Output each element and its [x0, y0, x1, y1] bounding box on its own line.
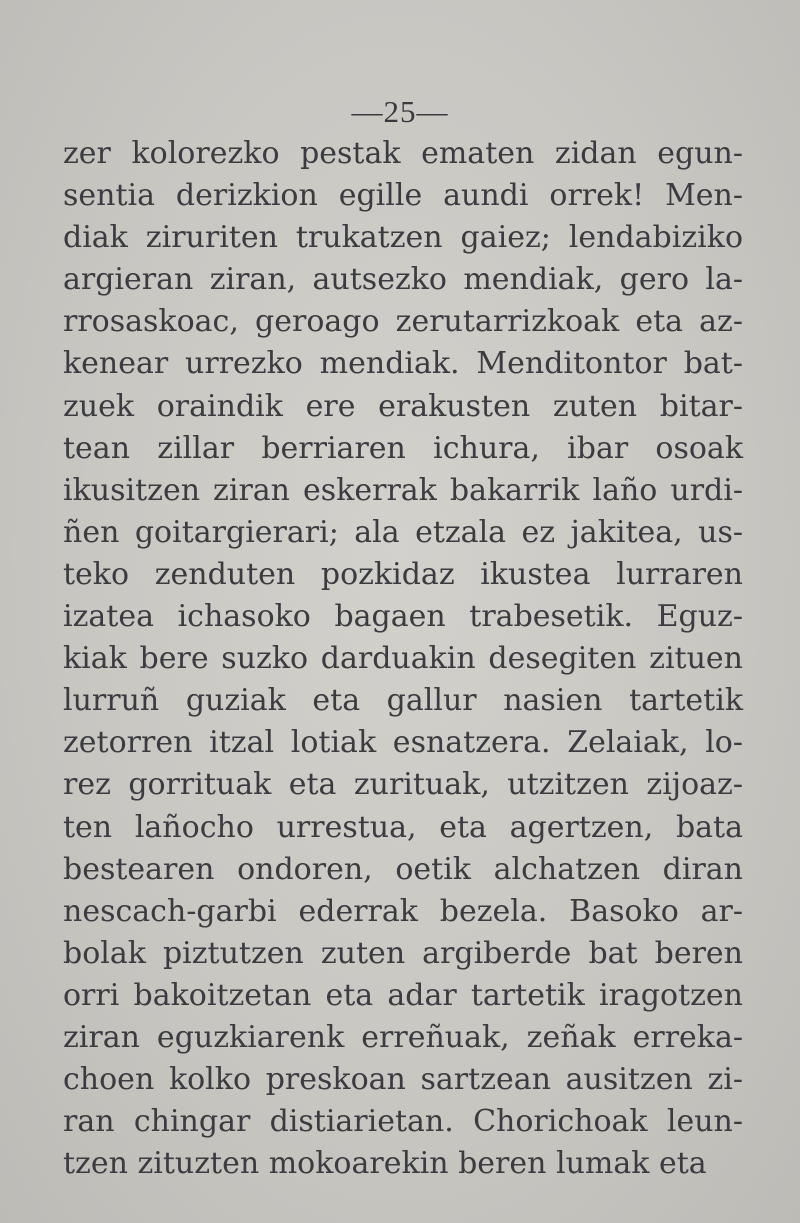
text-line: kenear urrezko mendiak. Menditontor bat-: [63, 346, 743, 382]
text-line: zuek oraindik ere erakusten zuten bitar-: [63, 388, 743, 424]
text-line: teko zenduten pozkidaz ikustea lurraren: [63, 556, 743, 592]
text-line: ran chingar distiarietan. Chorichoak leun-: [63, 1104, 743, 1140]
text-line: rrosaskoac, geroago zerutarrizkoak eta az-: [63, 304, 743, 340]
page-number: —25—: [351, 94, 449, 129]
text-line: tean zillar berriaren ichura, ibar osoak: [63, 430, 743, 466]
text-line: bestearen ondoren, oetik alchatzen diran: [63, 851, 743, 887]
text-line: rez gorrituak eta zurituak, utzitzen zijoaz-: [63, 767, 743, 803]
text-line: ikusitzen ziran eskerrak bakarrik laño urdi-: [63, 472, 743, 508]
body-text: [63, 133, 743, 1185]
text-line: zetorren itzal lotiak esnatzera. Zelaiak, lo-: [63, 725, 743, 761]
text-line: ten lañocho urrestua, eta agertzen, bata: [63, 809, 743, 845]
text-line: argieran ziran, autsezko mendiak, gero la-: [63, 262, 743, 298]
text-line: nescach-garbi ederrak bezela. Basoko ar-: [63, 893, 743, 929]
text-line: ñen goitargierari; ala etzala ez jakitea, us-: [63, 514, 743, 550]
text-line: lurruñ guziak eta gallur nasien tartetik: [63, 683, 743, 719]
text-line: diak ziruriten trukatzen gaiez; lendabiziko: [63, 220, 743, 256]
text-line: sentia derizkion egille aundi orrek! Men-: [63, 178, 743, 214]
text-line: kiak bere suzko darduakin desegiten zituen: [63, 641, 743, 677]
text-line: choen kolko preskoan sartzean ausitzen zi-: [63, 1062, 743, 1098]
text-line: tzen zituzten mokoarekin beren lumak eta: [63, 1146, 707, 1182]
text-line: ziran eguzkiarenk erreñuak, zeñak erreka-: [63, 1019, 743, 1055]
text-line: zer kolorezko pestak ematen zidan egun-: [63, 136, 743, 171]
text-line: izatea ichasoko bagaen trabesetik. Eguz-: [63, 599, 743, 635]
text-line: orri bakoitzetan eta adar tartetik iragotzen: [63, 977, 743, 1013]
text-line: bolak piztutzen zuten argiberde bat beren: [63, 935, 743, 971]
